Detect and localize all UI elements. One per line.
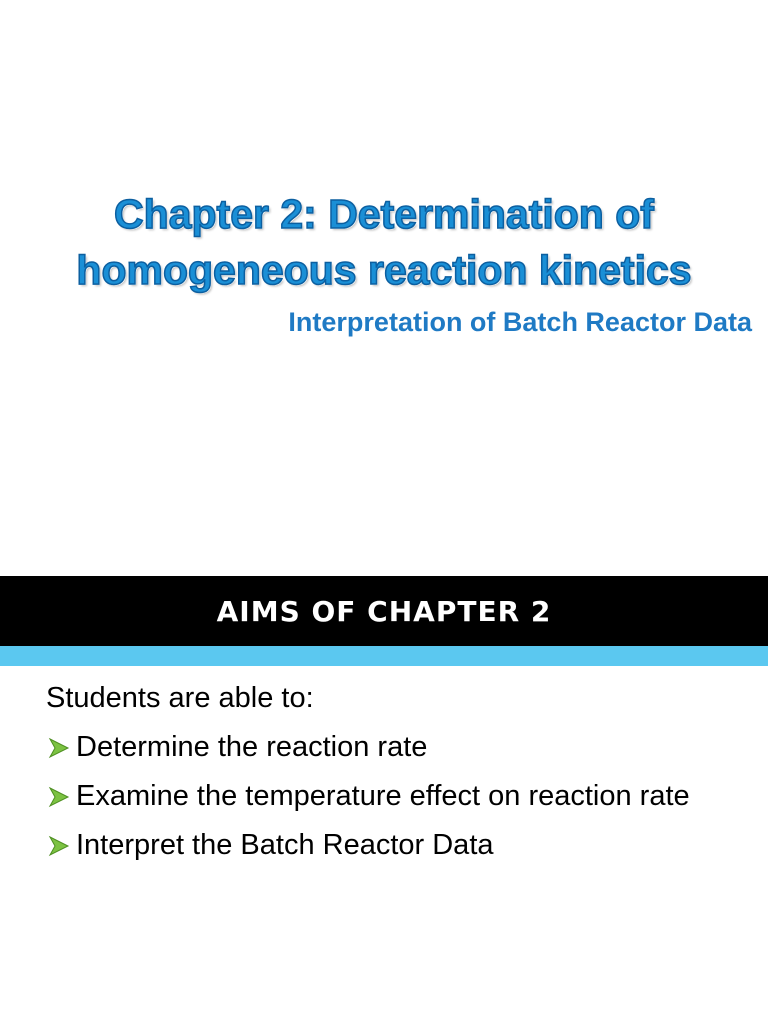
aims-bullet-text: Interpret the Batch Reactor Data xyxy=(76,829,494,861)
aims-intro: Students are able to: xyxy=(46,682,314,714)
slide-subtitle: Interpretation of Batch Reactor Data xyxy=(288,307,752,337)
slide-title-line1: Chapter 2: Determination of xyxy=(114,191,654,237)
arrow-bullet-icon xyxy=(48,835,70,857)
slide-title xyxy=(0,186,768,298)
arrow-bullet-icon xyxy=(48,786,70,808)
aims-bullet-text: Determine the reaction rate xyxy=(76,731,428,763)
accent-bar xyxy=(0,646,768,666)
aims-bullet-text: Examine the temperature effect on reaction rate xyxy=(76,780,690,812)
aims-content xyxy=(46,678,722,874)
aims-bullet-2 xyxy=(46,776,722,816)
slide-title-line2: homogeneous reaction kinetics xyxy=(76,247,692,293)
aims-bullet-1 xyxy=(46,727,722,767)
aims-bullet-3 xyxy=(46,825,722,865)
aims-header-bar: AIMS OF CHAPTER 2 xyxy=(0,576,768,646)
arrow-bullet-icon xyxy=(48,737,70,759)
